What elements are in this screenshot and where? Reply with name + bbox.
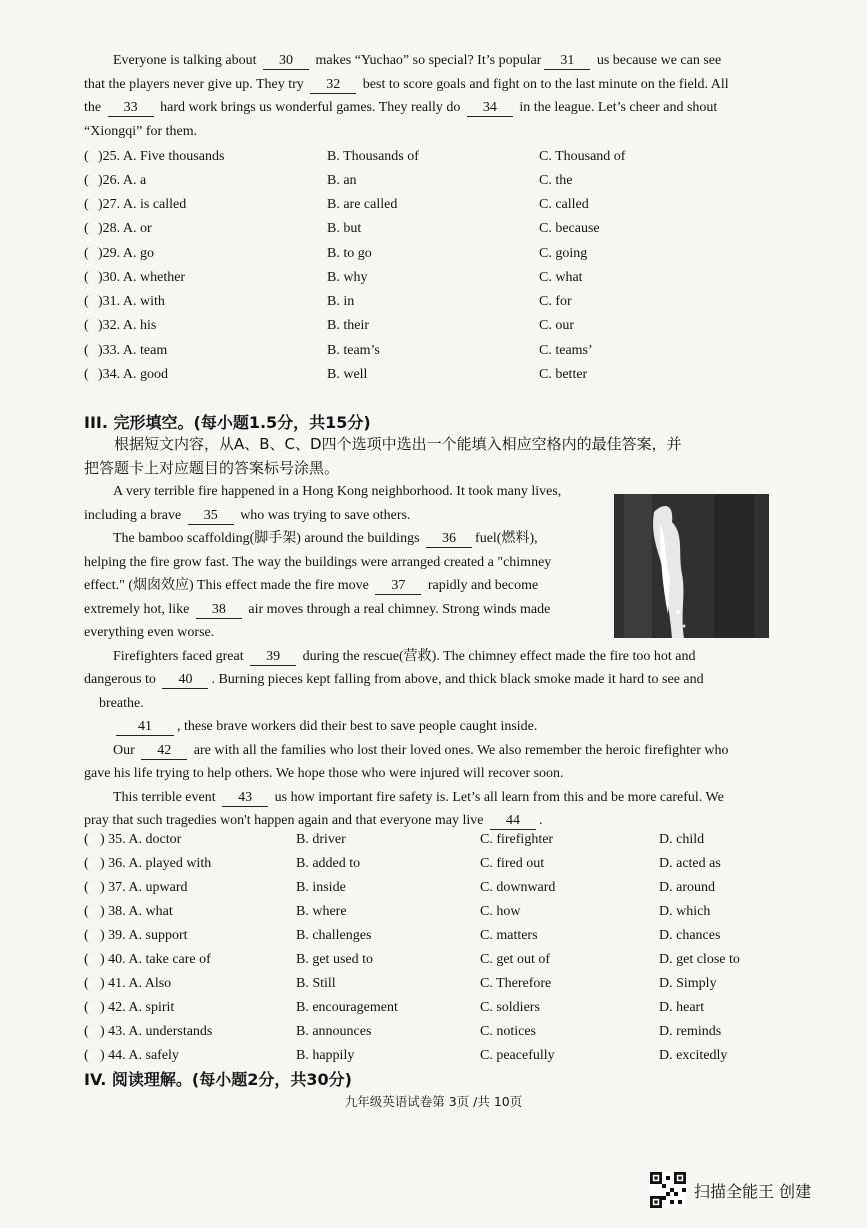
- option-row-34: ( )34. A. good B. well C. better: [84, 367, 588, 382]
- option-row-28: ( )28. A. or B. but C. because: [84, 221, 600, 236]
- option-row-40: ( ) 40. A. take care of B. get used to C. get out of D. get close to: [84, 952, 740, 967]
- passage-2-line-8: Firefighters faced great 39 during the rescue(营救). The chimney effect made the fire too hot and: [113, 648, 696, 664]
- passage-2-line-6: extremely hot, like 38 air moves through a real chimney. Strong winds made: [84, 601, 551, 617]
- passage-2-line-11: 41 , these brave workers did their best to save people caught inside.: [84, 715, 788, 739]
- page-footer: 九年级英语试卷第 3页 /共 10页: [344, 1094, 523, 1109]
- option-row-30: ( )30. A. whether B. why C. what: [84, 270, 583, 285]
- section-4-title: IV. 阅读理解。(每小题2分，共30分): [84, 1070, 352, 1089]
- passage-2-line-15: pray that such tragedies won't happen again and that everyone may live 44 .: [84, 813, 543, 828]
- option-row-38: ( ) 38. A. what B. where C. how D. which: [84, 904, 711, 919]
- passage-2-line-1: A very terrible fire happened in a Hong Kong neighborhood. It took many lives,: [113, 484, 562, 499]
- section-3-instructions: 根据短文内容，从A、B、C、D四个选项中选出一个能填入相应空格内的最佳答案，并 把答题卡上对应题目的答案标号涂黑。: [84, 435, 682, 477]
- passage-2-line-2: including a brave 35 who was trying to save others.: [84, 507, 411, 523]
- option-row-27: ( )27. A. is called B. are called C. called: [84, 197, 589, 212]
- option-row-26: ( )26. A. a B. an C. the: [84, 173, 573, 188]
- section-3-title: III. 完形填空。(每小题1.5分，共15分): [84, 413, 371, 432]
- scanner-watermark: [650, 1172, 811, 1208]
- option-row-37: ( ) 37. A. upward B. inside C. downward D. around: [84, 880, 715, 895]
- option-row-44: ( ) 44. A. safely B. happily C. peacefully D. excitedly: [84, 1048, 728, 1063]
- option-row-41: ( ) 41. A. Also B. Still C. Therefore D. Simply: [84, 976, 717, 991]
- scanner-watermark-text: 扫描全能王 创建: [694, 1181, 812, 1201]
- option-row-35: ( ) 35. A. doctor B. driver C. firefighter D. child: [84, 832, 705, 847]
- passage-2-line-13: gave his life trying to help others. We hope those who were injured will recover soon.: [84, 766, 564, 781]
- option-row-43: ( ) 43. A. understands B. announces C. notices D. reminds: [84, 1024, 722, 1039]
- passage-2: [84, 480, 788, 833]
- passage-2-line-9: dangerous to 40 . Burning pieces kept falling from above, and thick black smoke made it hard to see and: [84, 672, 704, 687]
- qr-code-icon: [650, 1172, 686, 1208]
- passage-1-line-2: that the players never give up. They try 32 best to score goals and fight on to the last minute on the field. All: [84, 76, 729, 92]
- passage-1-line-1: Everyone is talking about 30 makes “Yuchao” so special? It’s popular 31 us because we can see: [113, 53, 722, 68]
- passage-2-line-14: This terrible event 43 us how important fire safety is. Let’s all learn from this and be more careful. We: [113, 789, 724, 805]
- passage-2-line-7: everything even worse.: [84, 625, 215, 640]
- option-row-25: ( )25. A. Five thousands B. Thousands of C. Thousand of: [84, 149, 626, 164]
- option-row-36: ( ) 36. A. played with B. added to C. fired out D. acted as: [84, 856, 721, 871]
- passage-2-line-4: helping the fire grow fast. The way the buildings were arranged created a "chimney: [84, 554, 552, 570]
- passage-2-line-10: breathe.: [99, 695, 144, 711]
- passage-2-line-5: effect." (烟囱效应) This effect made the fire move 37 rapidly and become: [84, 578, 539, 593]
- option-row-33: ( )33. A. team B. team’s C. teams’: [84, 343, 593, 358]
- passage-2-line-12: Our 42 are with all the families who lost their loved ones. We also remember the heroic firefighter who: [113, 742, 729, 758]
- option-row-42: ( ) 42. A. spirit B. encouragement C. soldiers D. heart: [84, 1000, 705, 1015]
- option-row-31: ( )31. A. with B. in C. for: [84, 294, 572, 309]
- passage-2-line-3: The bamboo scaffolding(脚手架) around the buildings 36 fuel(燃料),: [113, 531, 538, 546]
- option-row-29: ( )29. A. go B. to go C. going: [84, 246, 588, 261]
- option-row-39: ( ) 39. A. support B. challenges C. matters D. chances: [84, 928, 721, 943]
- passage-1-line-4: “Xiongqi” for them.: [84, 123, 198, 139]
- option-row-32: ( )32. A. his B. their C. our: [84, 318, 574, 333]
- passage-1: [84, 49, 788, 143]
- passage-1-line-3: the 33 hard work brings us wonderful games. They really do 34 in the league. Let’s cheer and shout: [84, 100, 718, 115]
